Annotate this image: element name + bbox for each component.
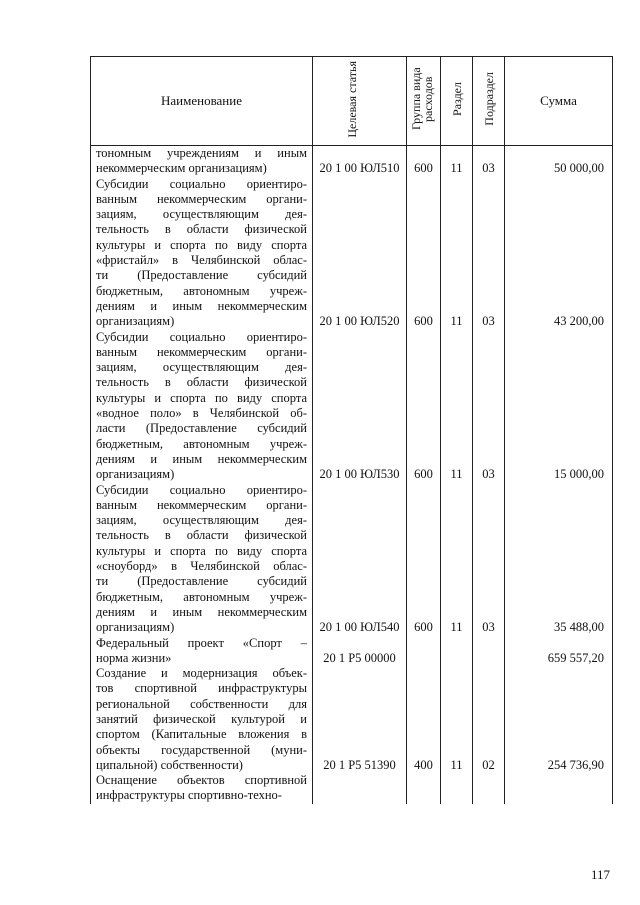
row-target-code [313, 773, 407, 804]
row-name [91, 483, 313, 636]
row-expense-group [407, 636, 441, 667]
row-name-line: ласти (Предоставление субсидий [96, 421, 307, 436]
row-name-line: бюджетным, автономным учреж- [96, 589, 307, 604]
row-name-line: объекты государственной (муни- [96, 742, 307, 757]
row-name-line: спортом (Капитальные вложения в [96, 727, 307, 742]
budget-table [90, 56, 613, 804]
table-row [91, 483, 613, 636]
row-name-line: организациям) [96, 467, 175, 482]
row-name [91, 330, 313, 483]
row-sum: 659 557,20 [505, 636, 613, 667]
row-name-line: бюджетным, автономным учреж- [96, 283, 307, 298]
header-sum: Сумма [505, 57, 613, 146]
row-sum: 254 736,90 [505, 666, 613, 773]
header-section: Раздел [441, 57, 473, 146]
row-name-line: зациям, осуществляющим дея- [96, 360, 307, 375]
row-target-code: 20 1 00 ЮЛ540 [313, 483, 407, 636]
row-sum: 50 000,00 [505, 146, 613, 177]
row-expense-group: 600 [407, 330, 441, 483]
row-name [91, 177, 313, 330]
row-subsection [473, 773, 505, 804]
row-name-line: Федеральный проект «Спорт – [96, 635, 307, 650]
row-name-line: ванным некоммерческим органи- [96, 191, 307, 206]
row-subsection: 03 [473, 330, 505, 483]
row-name-line: Субсидии социально ориентиро- [96, 482, 307, 497]
row-sum: 43 200,00 [505, 177, 613, 330]
row-section [441, 773, 473, 804]
row-name-line: норма жизни» [96, 650, 172, 665]
row-sum: 15 000,00 [505, 330, 613, 483]
row-name-line: бюджетным, автономным учреж- [96, 436, 307, 451]
row-name [91, 146, 313, 177]
header-group: Группа вида расходов [407, 57, 441, 146]
row-name-line: культуры и спорта по виду спорта [96, 543, 307, 558]
row-sum: 35 488,00 [505, 483, 613, 636]
row-target-code: 20 1 00 ЮЛ510 [313, 146, 407, 177]
row-name-line: ципальной) собственности) [96, 757, 243, 772]
row-name [91, 666, 313, 773]
table-header-row [91, 57, 613, 146]
row-name [91, 773, 313, 804]
row-section: 11 [441, 330, 473, 483]
row-section: 11 [441, 666, 473, 773]
row-name-line: Создание и модернизация объек- [96, 666, 307, 681]
header-name: Наименование [91, 57, 313, 146]
row-name-line: ти (Предоставление субсидий [96, 268, 307, 283]
table-row [91, 146, 613, 177]
row-name-line: организациям) [96, 314, 175, 329]
row-name-line: культуры и спорта по виду спорта [96, 237, 307, 252]
row-target-code: 20 1 Р5 00000 [313, 636, 407, 667]
row-name-line: ванным некоммерческим органи- [96, 344, 307, 359]
row-target-code: 20 1 Р5 51390 [313, 666, 407, 773]
row-name-line: зациям, осуществляющим дея- [96, 207, 307, 222]
row-name-line: тельность в области физической [96, 375, 307, 390]
header-target: Целевая статья [313, 57, 407, 146]
row-name-line: занятий физической культурой и [96, 711, 307, 726]
row-subsection [473, 636, 505, 667]
row-name-line: организациям) [96, 620, 175, 635]
row-name-line: дениям и иным некоммерческим [96, 451, 307, 466]
page-number: 117 [591, 867, 611, 882]
table-row [91, 666, 613, 773]
row-name-line: некоммерческим организациям) [96, 161, 267, 176]
row-name-line: культуры и спорта по виду спорта [96, 390, 307, 405]
row-name-line: дениям и иным некоммерческим [96, 604, 307, 619]
row-name-line: Субсидии социально ориентиро- [96, 176, 307, 191]
table-row [91, 330, 613, 483]
row-name-line: инфраструктуры спортивно-техно- [96, 788, 282, 803]
row-section: 11 [441, 177, 473, 330]
row-name-line: Субсидии социально ориентиро- [96, 329, 307, 344]
row-name-line: ванным некоммерческим органи- [96, 497, 307, 512]
row-name-line: «фристайл» в Челябинской облас- [96, 253, 307, 268]
row-name-line: «сноуборд» в Челябинской облас- [96, 559, 307, 574]
row-name-line: тельность в области физической [96, 528, 307, 543]
row-subsection: 03 [473, 177, 505, 330]
header-subsection: Подраздел [473, 57, 505, 146]
row-name-line: «водное поло» в Челябинской об- [96, 406, 307, 421]
row-expense-group: 600 [407, 177, 441, 330]
row-name-line: Оснащение объектов спортивной [96, 773, 307, 788]
row-target-code: 20 1 00 ЮЛ530 [313, 330, 407, 483]
row-name-line: региональной собственности для [96, 696, 307, 711]
row-expense-group: 600 [407, 483, 441, 636]
table-row [91, 636, 613, 667]
row-expense-group: 400 [407, 666, 441, 773]
row-name-line: тономным учреждениям и иным [96, 146, 307, 160]
row-subsection: 03 [473, 483, 505, 636]
row-name-line: тельность в области физической [96, 222, 307, 237]
row-name-line: тов спортивной инфраструктуры [96, 681, 307, 696]
row-subsection: 03 [473, 146, 505, 177]
row-section: 11 [441, 483, 473, 636]
table-row [91, 177, 613, 330]
row-subsection: 02 [473, 666, 505, 773]
table-row [91, 773, 613, 804]
row-target-code: 20 1 00 ЮЛ520 [313, 177, 407, 330]
row-expense-group [407, 773, 441, 804]
row-name-line: ти (Предоставление субсидий [96, 574, 307, 589]
row-name-line: зациям, осуществляющим дея- [96, 513, 307, 528]
row-section [441, 636, 473, 667]
row-name-line: дениям и иным некоммерческим [96, 298, 307, 313]
row-section: 11 [441, 146, 473, 177]
row-name [91, 636, 313, 667]
row-expense-group: 600 [407, 146, 441, 177]
row-sum [505, 773, 613, 804]
